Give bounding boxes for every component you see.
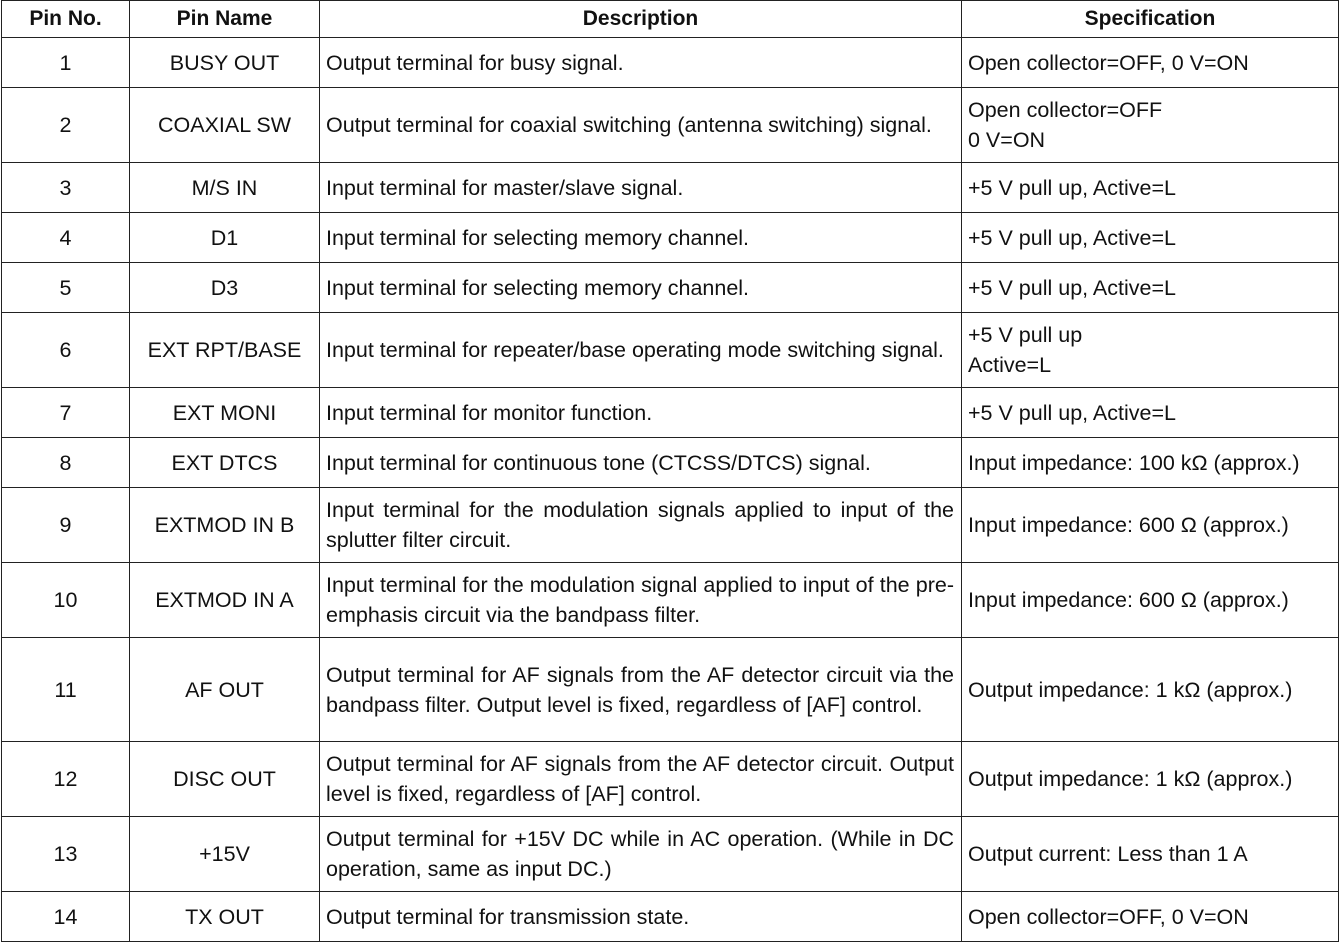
pin-number: 4: [2, 213, 130, 263]
pin-number: 2: [2, 88, 130, 163]
pin-specification: +5 V pull up Active=L: [962, 313, 1339, 388]
table-row: [2, 38, 1339, 88]
pin-description: Input terminal for master/slave signal.: [320, 163, 962, 213]
pin-description: Input terminal for selecting memory channel.: [320, 263, 962, 313]
table-row: [2, 742, 1339, 817]
pin-name: D3: [130, 263, 320, 313]
pin-specification: Open collector=OFF, 0 V=ON: [962, 892, 1339, 942]
pin-description: Output terminal for AF signals from the AF detector circuit. Output level is fixed, regardless of [AF] control.: [320, 742, 962, 817]
header-specification: Specification: [962, 1, 1339, 38]
pin-specification: Input impedance: 100 kΩ (approx.): [962, 438, 1339, 488]
header-row: [2, 1, 1339, 38]
pin-name: DISC OUT: [130, 742, 320, 817]
pin-description: Output terminal for busy signal.: [320, 38, 962, 88]
pin-specification: +5 V pull up, Active=L: [962, 388, 1339, 438]
pin-number: 9: [2, 488, 130, 563]
pin-name: D1: [130, 213, 320, 263]
pin-name: AF OUT: [130, 638, 320, 742]
pin-name: EXT DTCS: [130, 438, 320, 488]
table-row: [2, 817, 1339, 892]
pin-number: 13: [2, 817, 130, 892]
pin-name: BUSY OUT: [130, 38, 320, 88]
pin-assignment-table: [1, 0, 1339, 942]
pin-number: 7: [2, 388, 130, 438]
pin-description: Input terminal for the modulation signal applied to input of the pre-emphasis circuit via the bandpass filter.: [320, 563, 962, 638]
pin-number: 10: [2, 563, 130, 638]
pin-specification: Output impedance: 1 kΩ (approx.): [962, 638, 1339, 742]
pin-number: 14: [2, 892, 130, 942]
pin-description: Output terminal for coaxial switching (antenna switching) signal.: [320, 88, 962, 163]
table-row: [2, 638, 1339, 742]
pin-specification: Output current: Less than 1 A: [962, 817, 1339, 892]
pin-specification: Input impedance: 600 Ω (approx.): [962, 563, 1339, 638]
pin-name: EXTMOD IN A: [130, 563, 320, 638]
pin-description: Output terminal for transmission state.: [320, 892, 962, 942]
header-pin-name: Pin Name: [130, 1, 320, 38]
pin-number: 1: [2, 38, 130, 88]
pin-number: 5: [2, 263, 130, 313]
table-row: [2, 892, 1339, 942]
pin-name: COAXIAL SW: [130, 88, 320, 163]
pin-specification: Open collector=OFF, 0 V=ON: [962, 38, 1339, 88]
pin-specification: +5 V pull up, Active=L: [962, 213, 1339, 263]
pin-specification: +5 V pull up, Active=L: [962, 263, 1339, 313]
table-row: [2, 263, 1339, 313]
pin-name: EXT MONI: [130, 388, 320, 438]
table-row: [2, 488, 1339, 563]
pin-number: 8: [2, 438, 130, 488]
pin-name: EXTMOD IN B: [130, 488, 320, 563]
pin-description: Input terminal for repeater/base operating mode switching signal.: [320, 313, 962, 388]
pin-description: Input terminal for selecting memory channel.: [320, 213, 962, 263]
table-row: [2, 163, 1339, 213]
pin-description: Input terminal for monitor function.: [320, 388, 962, 438]
pin-specification: +5 V pull up, Active=L: [962, 163, 1339, 213]
table-row: [2, 563, 1339, 638]
pin-name: +15V: [130, 817, 320, 892]
header-pin-no: Pin No.: [2, 1, 130, 38]
table-header: [2, 1, 1339, 38]
pin-number: 3: [2, 163, 130, 213]
pin-number: 11: [2, 638, 130, 742]
pin-description: Input terminal for the modulation signals applied to input of the splutter filter circuit.: [320, 488, 962, 563]
table-row: [2, 88, 1339, 163]
pin-description: Input terminal for continuous tone (CTCSS/DTCS) signal.: [320, 438, 962, 488]
pin-name: M/S IN: [130, 163, 320, 213]
pin-specification: Input impedance: 600 Ω (approx.): [962, 488, 1339, 563]
table-row: [2, 313, 1339, 388]
pin-name: TX OUT: [130, 892, 320, 942]
pin-description: Output terminal for AF signals from the AF detector circuit via the bandpass filter. Output level is fixed, regardless of [AF] control.: [320, 638, 962, 742]
pin-description: Output terminal for +15V DC while in AC operation. (While in DC operation, same as input DC.): [320, 817, 962, 892]
table-row: [2, 388, 1339, 438]
pin-number: 12: [2, 742, 130, 817]
pin-specification: Open collector=OFF 0 V=ON: [962, 88, 1339, 163]
pin-specification: Output impedance: 1 kΩ (approx.): [962, 742, 1339, 817]
table-row: [2, 438, 1339, 488]
table-body: [2, 38, 1339, 942]
pin-name: EXT RPT/BASE: [130, 313, 320, 388]
table-row: [2, 213, 1339, 263]
header-description: Description: [320, 1, 962, 38]
pin-number: 6: [2, 313, 130, 388]
